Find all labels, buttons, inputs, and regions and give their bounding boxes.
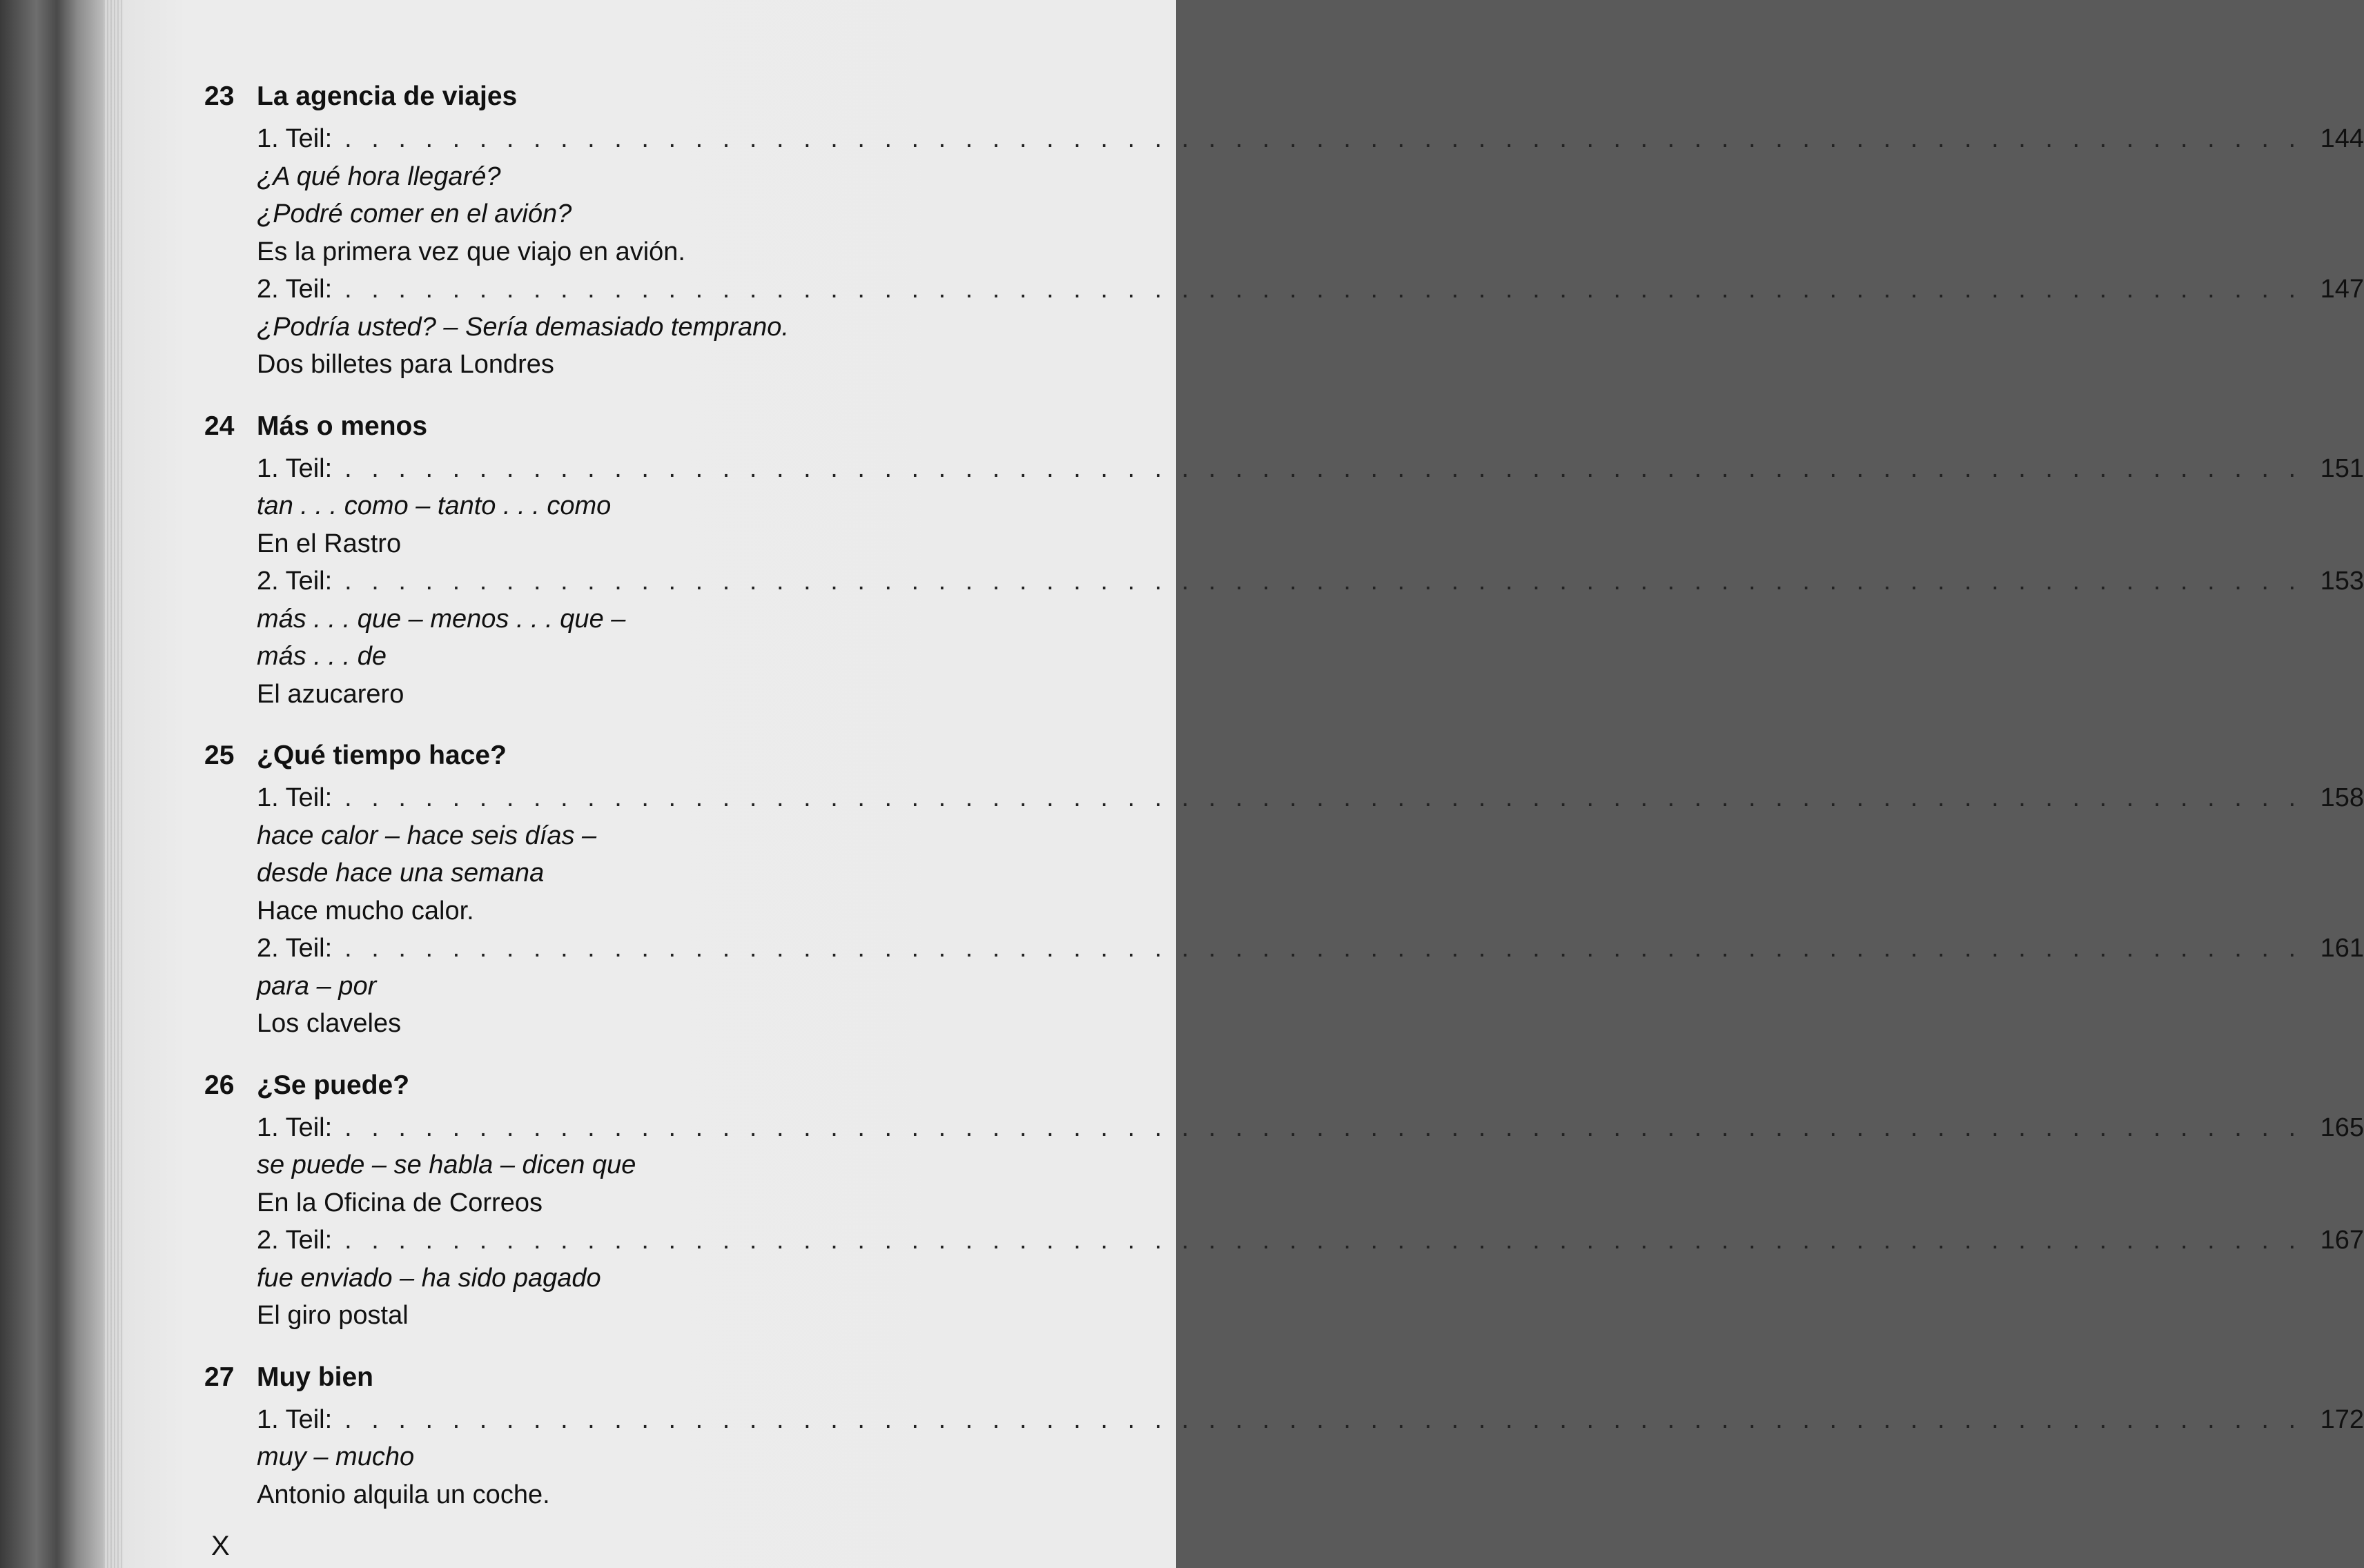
teil-page-number: 165: [2320, 1113, 2364, 1142]
chapter-entry: [204, 1070, 2364, 1335]
chapter-title: La agencia de viajes: [257, 81, 518, 111]
grammar-topic: ¿A qué hora llegaré?: [257, 161, 501, 191]
teil-entry: [257, 271, 2364, 308]
dot-leader: . . . . . . . . . . . . . . . . . . . . . . . . . . . . . . . . . . . . . . . . . . . . . . . . . . . . . . . . . . . . . . . . . . . . . . . . .: [344, 453, 2302, 483]
teil-entry: [257, 779, 2364, 817]
teil-entry: [257, 1109, 2364, 1147]
chapter-entry: [204, 741, 2364, 1043]
grammar-topic: más . . . de: [257, 642, 387, 671]
page-number: X: [211, 1531, 230, 1561]
chapter-heading: [204, 81, 1108, 120]
teil-entry: [257, 930, 2364, 968]
teil-page-number: 151: [2320, 453, 2364, 483]
chapter-heading: [204, 411, 1108, 450]
teil-label: 2. Teil:: [257, 275, 333, 304]
grammar-topic: ¿Podré comer en el avión?: [257, 199, 572, 228]
grammar-topic: fue enviado – ha sido pagado: [257, 1263, 601, 1293]
chapter-number: 25: [204, 741, 235, 770]
chapter-title: ¿Se puede?: [257, 1070, 410, 1100]
chapter-title: Más o menos: [257, 411, 428, 441]
teil-label: 2. Teil:: [257, 1226, 333, 1255]
lesson-topic: El azucarero: [257, 679, 404, 709]
teil-label: 1. Teil:: [257, 453, 333, 483]
grammar-topic: para – por: [257, 971, 377, 1001]
teil-entry: [257, 562, 2364, 600]
dot-leader: . . . . . . . . . . . . . . . . . . . . . . . . . . . . . . . . . . . . . . . . . . . . . . . . . . . . . . . . . . . . . . . . . . . . . . . . .: [344, 934, 2302, 963]
chapter-spacer: [204, 1335, 1108, 1362]
chapter-spacer: [204, 1043, 1108, 1070]
chapter-title: Muy bien: [257, 1362, 374, 1392]
lesson-topic: Es la primera vez que viajo en avión.: [257, 237, 685, 266]
grammar-topic: muy – mucho: [257, 1442, 415, 1471]
teil-label: 2. Teil:: [257, 567, 333, 596]
teil-entry: [257, 1401, 2364, 1439]
page-edge-stack: [104, 0, 123, 1568]
chapter-entry: [204, 81, 2364, 384]
teil-page-number: 167: [2320, 1226, 2364, 1255]
lesson-topic: Dos billetes para Londres: [257, 350, 554, 379]
teil-label: 1. Teil:: [257, 124, 333, 153]
chapter-number: 26: [204, 1070, 235, 1100]
grammar-topic: desde hace una semana: [257, 859, 545, 888]
chapter-spacer: [204, 384, 1108, 411]
lesson-topic: Antonio alquila un coche.: [257, 1480, 550, 1509]
teil-entry: [257, 450, 2364, 488]
dot-leader: . . . . . . . . . . . . . . . . . . . . . . . . . . . . . . . . . . . . . . . . . . . . . . . . . . . . . . . . . . . . . . . . . . . . . . . . .: [344, 124, 2302, 153]
chapter-entry: [204, 411, 2364, 714]
teil-label: 1. Teil:: [257, 1404, 333, 1434]
dot-leader: . . . . . . . . . . . . . . . . . . . . . . . . . . . . . . . . . . . . . . . . . . . . . . . . . . . . . . . . . . . . . . . . . . . . . . . . .: [344, 1404, 2302, 1434]
grammar-topic: se puede – se habla – dicen que: [257, 1150, 636, 1179]
teil-label: 1. Teil:: [257, 783, 333, 812]
chapter-heading: [204, 741, 1108, 779]
chapter-title: ¿Qué tiempo hace?: [257, 741, 507, 770]
lesson-topic: En el Rastro: [257, 529, 402, 558]
chapter-heading: [204, 1070, 1108, 1109]
grammar-topic: hace calor – hace seis días –: [257, 821, 597, 850]
teil-page-number: 147: [2320, 275, 2364, 304]
teil-entry: [257, 120, 2364, 158]
lesson-topic: Hace mucho calor.: [257, 896, 474, 925]
teil-label: 1. Teil:: [257, 1113, 333, 1142]
teil-page-number: 161: [2320, 934, 2364, 963]
dot-leader: . . . . . . . . . . . . . . . . . . . . . . . . . . . . . . . . . . . . . . . . . . . . . . . . . . . . . . . . . . . . . . . . . . . . . . . . .: [344, 783, 2302, 812]
teil-page-number: 144: [2320, 124, 2364, 153]
teil-page-number: 153: [2320, 567, 2364, 596]
chapter-number: 27: [204, 1362, 235, 1392]
grammar-topic: más . . . que – menos . . . que –: [257, 604, 626, 634]
teil-entry: [257, 1222, 2364, 1260]
chapter-heading: [204, 1362, 1108, 1401]
chapter-entry: [204, 1362, 2364, 1514]
chapter-number: 23: [204, 81, 235, 111]
teil-page-number: 158: [2320, 783, 2364, 812]
dot-leader: . . . . . . . . . . . . . . . . . . . . . . . . . . . . . . . . . . . . . . . . . . . . . . . . . . . . . . . . . . . . . . . . . . . . . . . . .: [344, 1226, 2302, 1255]
lesson-topic: Los claveles: [257, 1009, 402, 1038]
book-spine-shadow: [0, 0, 104, 1568]
dot-leader: . . . . . . . . . . . . . . . . . . . . . . . . . . . . . . . . . . . . . . . . . . . . . . . . . . . . . . . . . . . . . . . . . . . . . . . . .: [344, 567, 2302, 596]
teil-page-number: 172: [2320, 1404, 2364, 1434]
grammar-topic: ¿Podría usted? – Sería demasiado temprano.: [257, 312, 790, 342]
lesson-topic: El giro postal: [257, 1301, 409, 1330]
chapter-number: 24: [204, 411, 235, 441]
table-of-contents: [204, 81, 2364, 1513]
dot-leader: . . . . . . . . . . . . . . . . . . . . . . . . . . . . . . . . . . . . . . . . . . . . . . . . . . . . . . . . . . . . . . . . . . . . . . . . .: [344, 1113, 2302, 1142]
teil-label: 2. Teil:: [257, 934, 333, 963]
grammar-topic: tan . . . como – tanto . . . como: [257, 491, 612, 520]
chapter-spacer: [204, 713, 1108, 741]
dot-leader: . . . . . . . . . . . . . . . . . . . . . . . . . . . . . . . . . . . . . . . . . . . . . . . . . . . . . . . . . . . . . . . . . . . . . . . . .: [344, 275, 2302, 304]
lesson-topic: En la Oficina de Correos: [257, 1188, 543, 1217]
